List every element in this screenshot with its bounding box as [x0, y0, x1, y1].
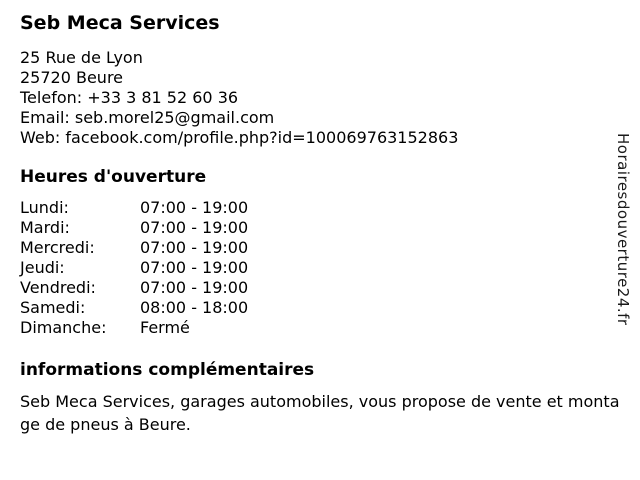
hours-row-saturday	[20, 298, 640, 318]
hours-time: 07:00 - 19:00	[140, 238, 249, 257]
email-label: Email:	[20, 108, 70, 127]
address-city: 25720 Beure	[20, 68, 124, 87]
hours-day: Dimanche:	[20, 318, 107, 337]
hours-time: 07:00 - 19:00	[140, 218, 249, 237]
hours-time: 07:00 - 19:00	[140, 198, 249, 217]
hours-row-wednesday	[20, 238, 640, 258]
hours-day: Mercredi:	[20, 238, 95, 257]
hours-heading: Heures d'ouverture	[20, 167, 207, 187]
hours-time: Fermé	[140, 318, 190, 337]
email-line	[20, 108, 640, 128]
web-line	[20, 128, 640, 148]
hours-time: 07:00 - 19:00	[140, 258, 249, 277]
web-value: facebook.com/profile.php?id=100069763152863	[65, 128, 459, 147]
hours-row-thursday	[20, 258, 640, 278]
hours-row-monday	[20, 198, 640, 218]
phone-line	[20, 88, 640, 108]
phone-value: +33 3 81 52 60 36	[87, 88, 239, 107]
hours-row-friday	[20, 278, 640, 298]
hours-day: Lundi:	[20, 198, 69, 217]
hours-day: Vendredi:	[20, 278, 96, 297]
hours-row-tuesday	[20, 218, 640, 238]
phone-label: Telefon:	[20, 88, 83, 107]
hours-time: 08:00 - 18:00	[140, 298, 249, 317]
hours-day: Jeudi:	[20, 258, 65, 277]
hours-day: Samedi:	[20, 298, 86, 317]
address-street: 25 Rue de Lyon	[20, 48, 143, 67]
email-value: seb.morel25@gmail.com	[74, 108, 275, 127]
hours-time: 07:00 - 19:00	[140, 278, 249, 297]
hours-list	[20, 198, 640, 338]
page-title: Seb Meca Services	[20, 12, 220, 34]
site-watermark: Horairesdouverture24.fr	[614, 133, 632, 326]
business-description: Seb Meca Services, garages automobiles, vous propose de vente et montage de pneus à Beure.	[20, 392, 620, 434]
hours-day: Mardi:	[20, 218, 70, 237]
web-label: Web:	[20, 128, 61, 147]
additional-info-heading: informations complémentaires	[20, 360, 315, 380]
hours-row-sunday	[20, 318, 640, 338]
contact-block	[20, 48, 640, 148]
